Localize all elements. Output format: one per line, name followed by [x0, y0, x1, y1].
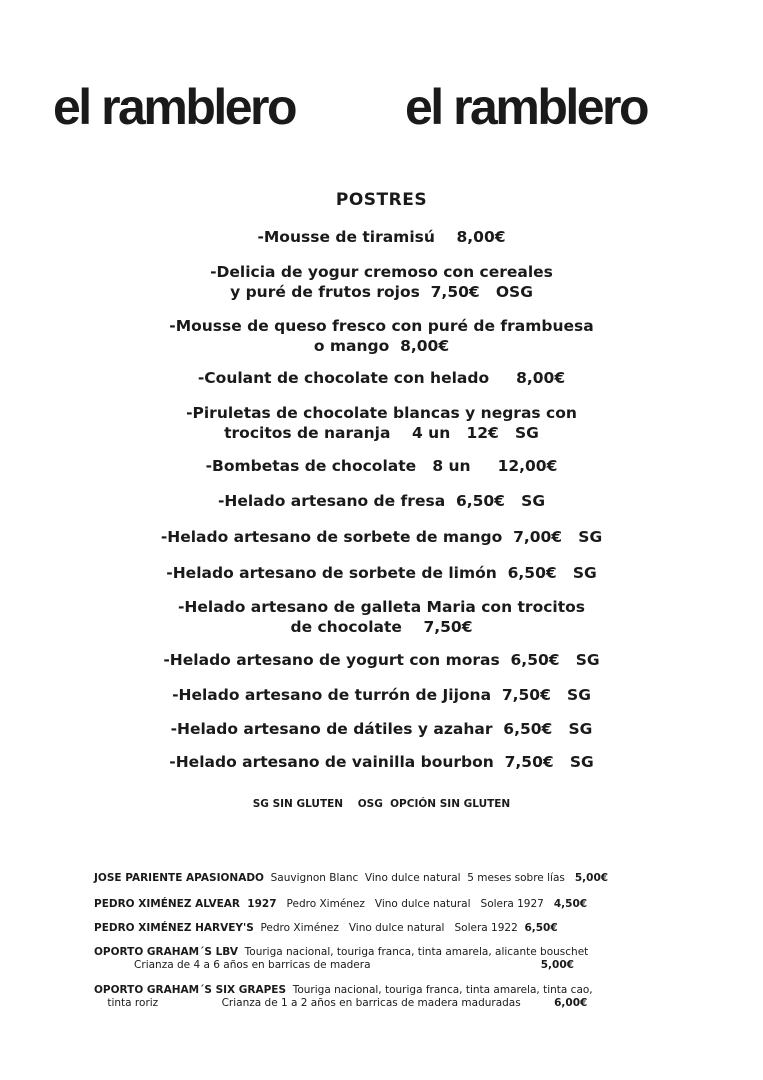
- dessert-item: -Delicia de yogur cremoso con cereales y puré de frutos rojos 7,50€ OSG: [210, 263, 553, 301]
- wine-item: [94, 984, 593, 1010]
- dessert-item: -Bombetas de chocolate 8 un 12,00€: [205, 457, 558, 475]
- wine-item: [94, 898, 587, 911]
- wine-price: 6,00€: [554, 997, 588, 1009]
- dessert-item: -Helado artesano de turrón de Jijona 7,50€ SG: [172, 686, 591, 704]
- dessert-item: -Helado artesano de sorbete de mango 7,00€ SG: [160, 528, 603, 546]
- wine-price: 5,00€: [574, 872, 609, 884]
- wine-desc: Sauvignon Blanc Vino dulce natural 5 meses sobre lías: [263, 872, 575, 884]
- dessert-item: -Coulant de chocolate con helado 8,00€: [197, 369, 566, 387]
- wine-name: PEDRO XIMÉNEZ ALVEAR 1927: [94, 898, 277, 910]
- dessert-item: -Helado artesano de yogurt con moras 6,50€ SG: [163, 651, 600, 669]
- section-title: POSTRES: [335, 190, 428, 210]
- logo-left: el ramblero: [53, 79, 296, 135]
- wine-name: OPORTO GRAHAM´S SIX GRAPES: [94, 984, 287, 996]
- dessert-item: -Helado artesano de sorbete de limón 6,50€ SG: [166, 564, 597, 582]
- wine-price: 5,00€: [540, 959, 574, 971]
- wine-desc: Pedro Ximénez Vino dulce natural Solera 1927: [276, 898, 554, 910]
- dessert-item: -Piruletas de chocolate blancas y negras con trocitos de naranja 4 un 12€ SG: [186, 404, 577, 442]
- wine-item: [94, 922, 558, 935]
- dessert-item: -Mousse de queso fresco con puré de frambuesa o mango 8,00€: [169, 317, 594, 355]
- logo-right: el ramblero: [405, 79, 648, 135]
- wine-detail: Crianza de 4 a 6 años en barricas de madera: [94, 959, 541, 971]
- wine-price: 6,50€: [524, 922, 558, 934]
- wine-desc: Touriga nacional, touriga franca, tinta amarela, alicante bouschet: [237, 946, 589, 958]
- wine-item: [94, 946, 588, 972]
- wine-name: OPORTO GRAHAM´S LBV: [94, 946, 238, 958]
- wine-name: PEDRO XIMÉNEZ HARVEY'S: [94, 922, 254, 934]
- wine-item: [94, 872, 608, 885]
- wine-desc: Touriga nacional, touriga franca, tinta amarela, tinta cao,: [286, 984, 593, 996]
- dessert-item: -Helado artesano de dátiles y azahar 6,50€ SG: [170, 720, 593, 738]
- wine-price: 4,50€: [553, 898, 588, 910]
- dessert-item: -Mousse de tiramisú 8,00€: [257, 228, 506, 246]
- wine-detail: tinta roriz Crianza de 1 a 2 años en barricas de madera maduradas: [94, 997, 555, 1009]
- dessert-item: -Helado artesano de galleta Maria con trocitos de chocolate 7,50€: [177, 598, 586, 636]
- wine-name: JOSE PARIENTE APASIONADO: [94, 872, 264, 884]
- dessert-item: -Helado artesano de vainilla bourbon 7,50€ SG: [169, 753, 594, 771]
- wine-desc: Pedro Ximénez Vino dulce natural Solera 1922: [253, 922, 525, 934]
- dessert-item: -Helado artesano de fresa 6,50€ SG: [217, 492, 546, 510]
- gluten-legend: SG SIN GLUTEN OSG OPCIÓN SIN GLUTEN: [252, 798, 511, 810]
